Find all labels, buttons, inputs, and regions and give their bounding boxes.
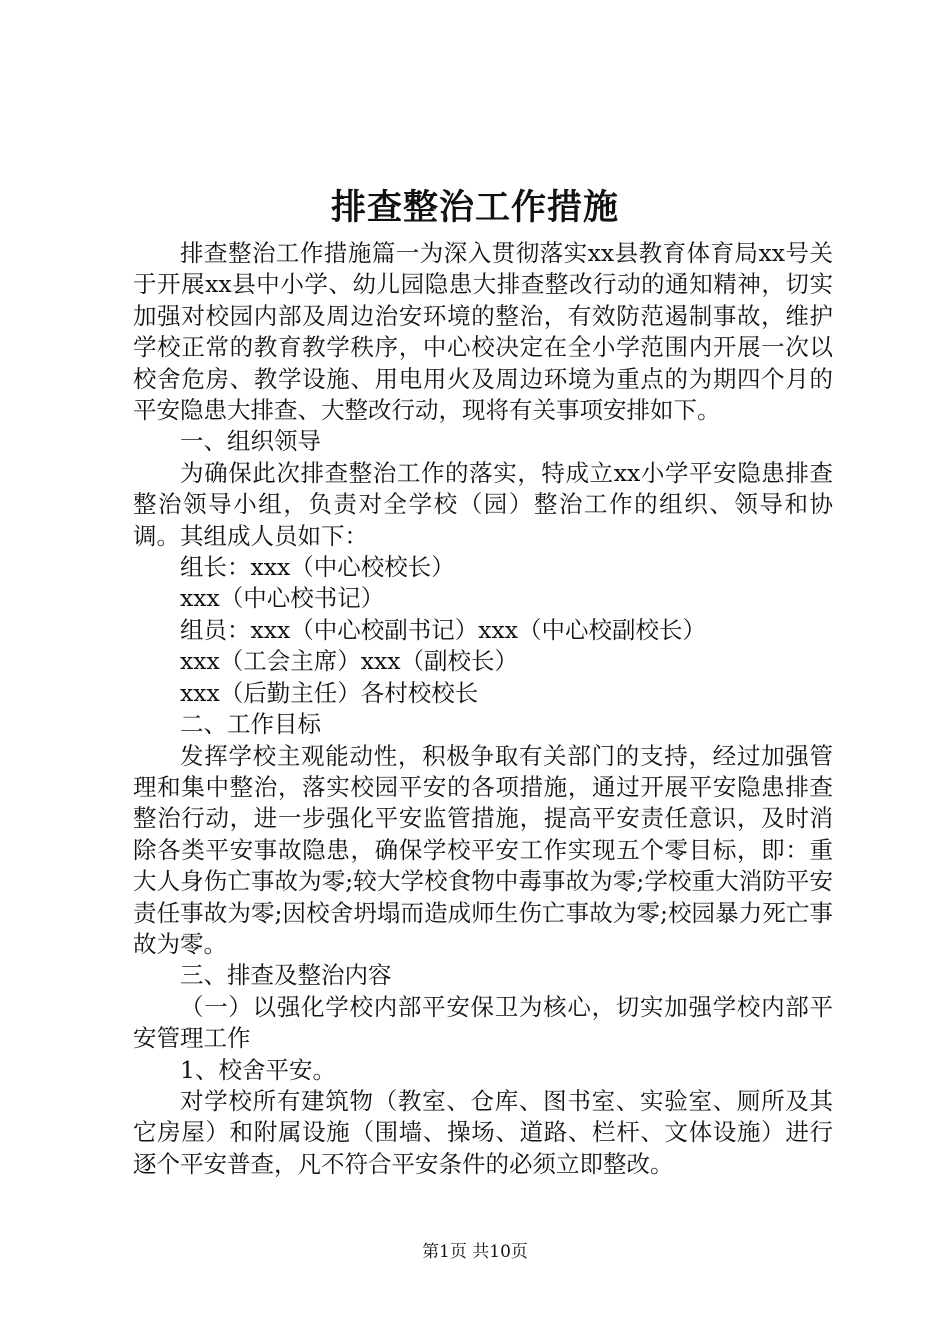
paragraph-building-safety: 对学校所有建筑物（教室、仓库、图书室、实验室、厕所及其它房屋）和附属设施（围墙、操场、道路、栏杆、文体设施）进行逐个平安普查，凡不符合平安条件的必须立即整改。 bbox=[133, 1086, 833, 1178]
subheading-internal-security: （一）以强化学校内部平安保卫为核心，切实加强学校内部平安管理工作 bbox=[133, 992, 833, 1053]
document-title: 排查整治工作措施 bbox=[330, 187, 619, 228]
heading-goals: 二、工作目标 bbox=[180, 710, 321, 739]
item-building-safety: 1、校舍平安。 bbox=[180, 1055, 336, 1084]
member-secretary: xxx（中心校书记） bbox=[180, 584, 385, 613]
member-union: xxx（工会主席）xxx（副校长） bbox=[180, 647, 519, 676]
heading-organization: 一、组织领导 bbox=[180, 427, 321, 456]
paragraph-organization: 为确保此次排查整治工作的落实，特成立xx小学平安隐患排查整治领导小组，负责对全学校（园）整治工作的组织、领导和协调。其组成人员如下： bbox=[133, 458, 833, 550]
member-leader: 组长：xxx（中心校校长） bbox=[180, 553, 455, 582]
heading-content: 三、排查及整治内容 bbox=[180, 961, 392, 990]
page-footer: 第1页 共10页 bbox=[422, 1242, 528, 1262]
member-logistics: xxx（后勤主任）各村校校长 bbox=[180, 678, 479, 707]
paragraph-intro: 排查整治工作措施篇一为深入贯彻落实xx县教育体育局xx号关于开展xx县中小学、幼儿园隐患大排查整改行动的通知精神，切实加强对校园内部及周边治安环境的整治，有效防范遏制事故，维护学校正常的教育教学秩序，中心校决定在全小学范围内开展一次以校舍危房、教学设施、用电用火及周边环境为重点的为期四个月的平安隐患大排查、大整改行动，现将有关事项安排如下。 bbox=[133, 239, 833, 425]
document-body bbox=[133, 238, 833, 1180]
paragraph-goals: 发挥学校主观能动性，积极争取有关部门的支持，经过加强管理和集中整治，落实校园平安的各项措施，通过开展平安隐患排查整治行动，进一步强化平安监管措施，提高平安责任意识，及时消除各类平安事故隐患，确保学校平安工作实现五个零目标，即：重大人身伤亡事故为零;较大学校食物中毒事故为零;学校重大消防平安责任事故为零;因校舍坍塌而造成师生伤亡事故为零;校园暴力死亡事故为零。 bbox=[133, 741, 833, 958]
member-group: 组员：xxx（中心校副书记）xxx（中心校副校长） bbox=[180, 615, 707, 644]
